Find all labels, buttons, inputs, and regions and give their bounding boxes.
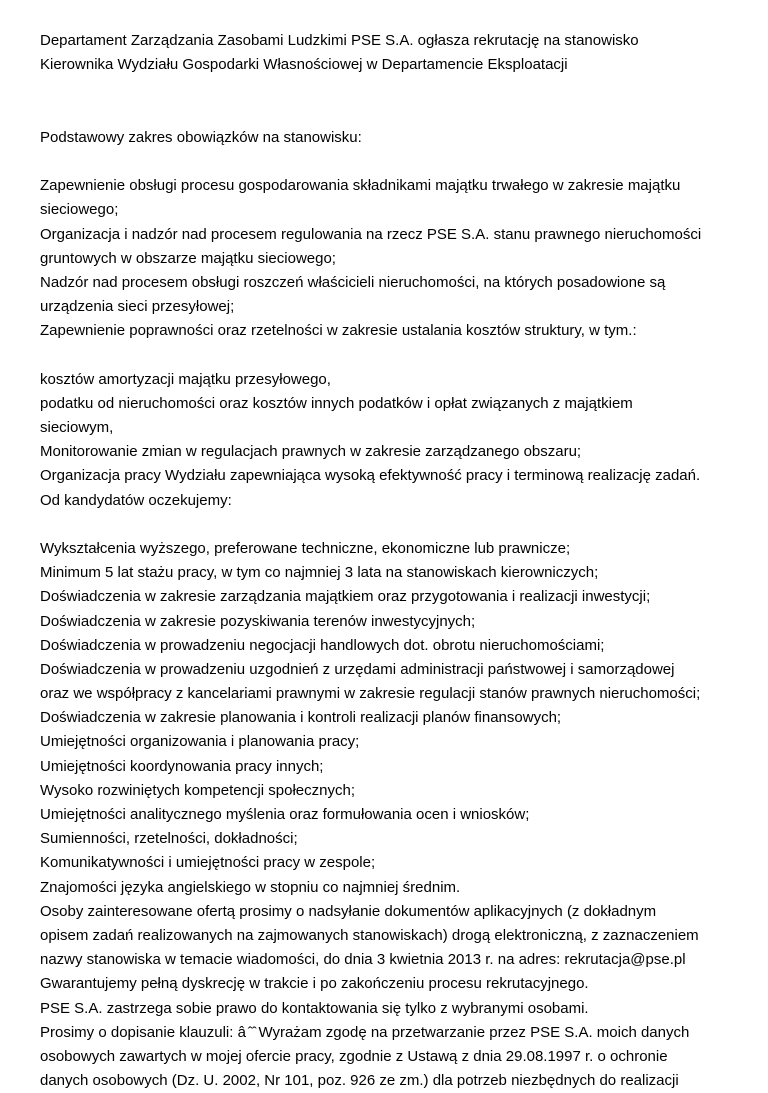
duty-line: kosztów amortyzacji majątku przesyłowego, <box>40 370 331 388</box>
requirement-line: Umiejętności koordynowania pracy innych; <box>40 757 324 775</box>
requirement-line: Umiejętności organizowania i planowania pracy; <box>40 733 360 751</box>
duty-line: gruntowych w obszarze majątku sieciowego; <box>40 249 336 267</box>
intro-line: Kierownika Wydziału Gospodarki Własnościowej w Departamencie Eksploatacji <box>40 56 568 74</box>
application-text-line: Osoby zainteresowane ofertą prosimy o nadsyłanie dokumentów aplikacyjnych (z dokładnym <box>40 902 657 920</box>
requirement-line: Wykształcenia wyższego, preferowane techniczne, ekonomiczne lub prawnicze; <box>40 539 571 557</box>
duty-line: Zapewnienie poprawności oraz rzetelności w zakresie ustalania kosztów struktury, w tym.: <box>40 322 637 340</box>
duty-line: Nadzór nad procesem obsługi roszczeń właścicieli nieruchomości, na których posadowione są <box>40 273 666 291</box>
requirement-line: Doświadczenia w zakresie zarządzania majątkiem oraz przygotowania i realizacji inwestycji; <box>40 588 651 606</box>
spacer <box>40 513 740 537</box>
intro-line: Departament Zarządzania Zasobami Ludzkimi PSE S.A. ogłasza rekrutację na stanowisko <box>40 32 639 49</box>
consent-clause-line: danych osobowych (Dz. U. 2002, Nr 101, poz. 926 ze zm.) dla potrzeb niezbędnych do realizacji <box>40 1072 679 1090</box>
document-page <box>40 29 740 1093</box>
duty-line: podatku od nieruchomości oraz kosztów innych podatków i opłat związanych z majątkiem <box>40 394 633 412</box>
duty-line: sieciowym, <box>40 419 114 437</box>
consent-clause-line: Prosimy o dopisanie klauzuli: â ̂ ̂ Wyrażam zgodę na przetwarzanie przez PSE S.A. moich danych <box>40 1023 690 1041</box>
duty-line: Monitorowanie zmian w regulacjach prawnych w zakresie zarządzanego obszaru; <box>40 443 582 461</box>
requirement-line: Sumienności, rzetelności, dokładności; <box>40 830 298 848</box>
requirement-line: Znajomości języka angielskiego w stopniu co najmniej średnim. <box>40 878 461 896</box>
application-text-line: opisem zadań realizowanych na zajmowanych stanowiskach) drogą elektroniczną, z zaznaczeniem <box>40 926 699 944</box>
application-text-line: nazwy stanowiska w temacie wiadomości, do dnia 3 kwietnia 2013 r. na adres: rekrutacja@pse.pl <box>40 951 686 969</box>
requirement-line: Minimum 5 lat stażu pracy, w tym co najmniej 3 lata na stanowiskach kierowniczych; <box>40 564 599 582</box>
contact-reservation-line: PSE S.A. zastrzega sobie prawo do kontaktowania się tylko z wybranymi osobami. <box>40 999 589 1017</box>
duty-line: Organizacja i nadzór nad procesem regulowania na rzecz PSE S.A. stanu prawnego nieruchomości <box>40 225 702 243</box>
duty-line: Organizacja pracy Wydziału zapewniająca wysoką efektywność pracy i terminową realizację zadań. <box>40 467 701 485</box>
requirement-line: Doświadczenia w prowadzeniu negocjacji handlowych dot. obrotu nieruchomościami; <box>40 636 605 654</box>
requirement-line: Doświadczenia w prowadzeniu uzgodnień z urzędami administracji państwowej i samorządowej <box>40 660 675 678</box>
requirement-line: Wysoko rozwiniętych kompetencji społecznych; <box>40 781 355 799</box>
requirement-line: Doświadczenia w zakresie pozyskiwania terenów inwestycyjnych; <box>40 612 476 630</box>
duty-line: urządzenia sieci przesyłowej; <box>40 298 235 316</box>
requirements-heading: Od kandydatów oczekujemy: <box>40 491 232 509</box>
spacer <box>40 150 740 174</box>
requirement-line: Umiejętności analitycznego myślenia oraz formułowania ocen i wniosków; <box>40 806 530 824</box>
consent-clause-line: osobowych zawartych w mojej ofercie pracy, zgodnie z Ustawą z dnia 29.08.1997 r. o ochronie <box>40 1047 668 1065</box>
spacer <box>40 343 740 367</box>
discretion-line: Gwarantujemy pełną dyskrecję w trakcie i po zakończeniu procesu rekrutacyjnego. <box>40 975 589 993</box>
duties-continued <box>40 368 740 513</box>
requirements-list <box>40 537 740 1093</box>
duties-list <box>40 174 740 343</box>
duty-line: Zapewnienie obsługi procesu gospodarowania składnikami majątku trwałego w zakresie majątku <box>40 177 681 195</box>
requirement-line: Doświadczenia w zakresie planowania i kontroli realizacji planów finansowych; <box>40 709 562 727</box>
intro-paragraph <box>40 29 740 77</box>
requirement-line: Komunikatywności i umiejętności pracy w zespole; <box>40 854 376 872</box>
duty-line: sieciowego; <box>40 201 119 219</box>
spacer <box>40 77 740 125</box>
duties-heading: Podstawowy zakres obowiązków na stanowisku: <box>40 128 362 146</box>
requirement-line: oraz we współpracy z kancelariami prawnymi w zakresie regulacji stanów prawnych nieruchomości; <box>40 685 701 703</box>
